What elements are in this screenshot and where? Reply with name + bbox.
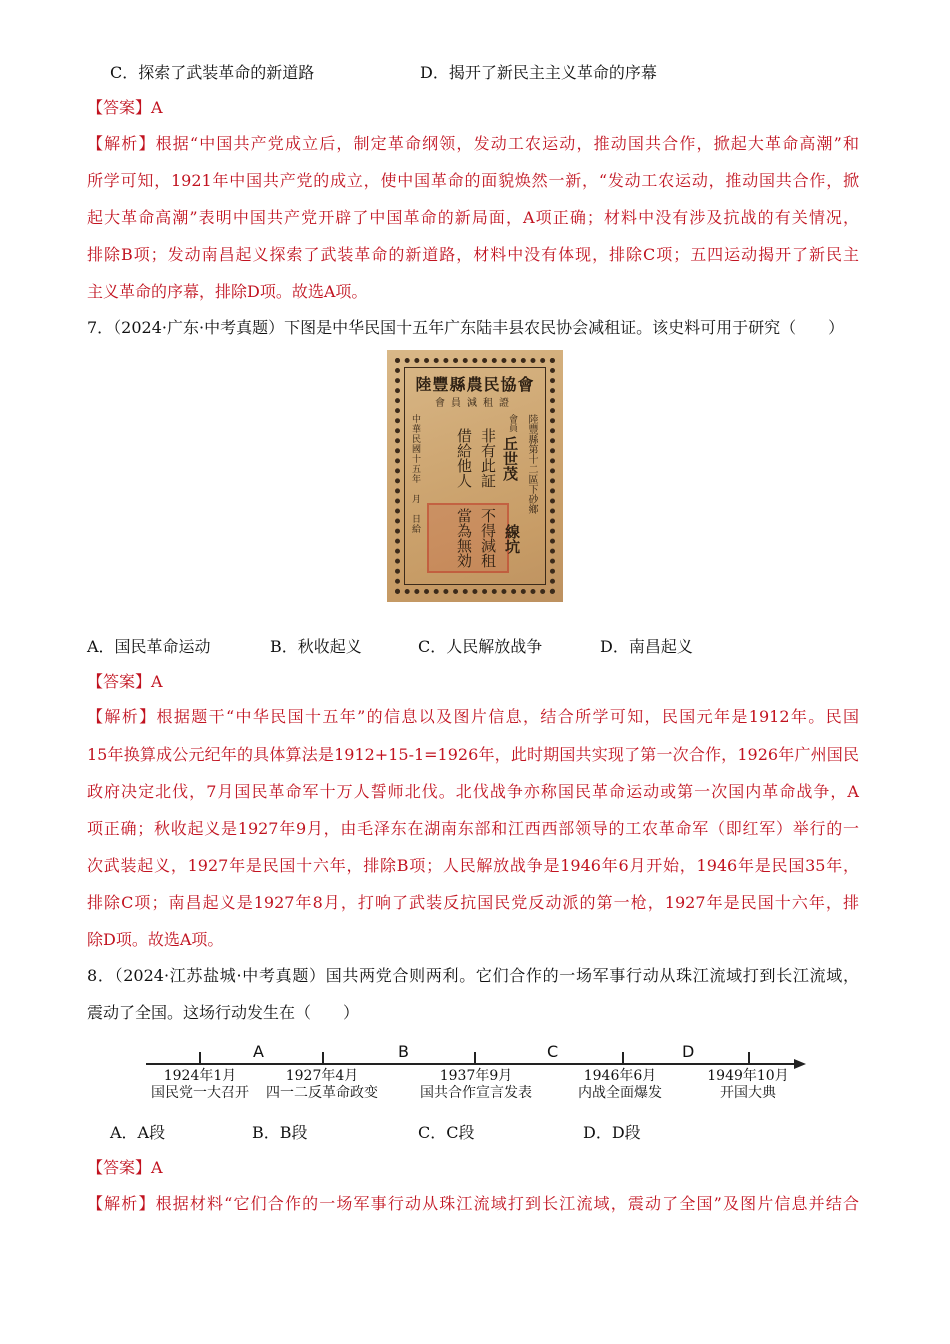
certificate-member-label: 會員 [507, 414, 517, 432]
answer-tag: 【答案】 [87, 672, 152, 691]
q8-stem-line-2: 震动了全国。这场行动发生在（ ） [87, 1003, 360, 1022]
analysis-text: 根据“中国共产党成立后，制定革命纲领，发动工农运动，推动国共合作，掀起大革命高潮”和 [155, 134, 859, 153]
timeline-date: 1924年1月 [163, 1068, 237, 1084]
rent-reduction-certificate-image [387, 350, 563, 602]
timeline-segment-a: A [253, 1042, 264, 1061]
answer-tag: 【答案】 [87, 98, 152, 117]
certificate-title: 陸豐縣農民協會 [415, 375, 535, 394]
timeline-event: 开国大典 [720, 1085, 776, 1101]
analysis-tag: 【解析】 [87, 134, 156, 153]
analysis-text: 根据材料“它们合作的一场军事行动从珠江流域打到长江流域，震动了全国”及图片信息并结合 [155, 1194, 859, 1213]
certificate-date: 中華民國十五年 月 日給 [410, 414, 420, 534]
timeline-diagram [140, 1040, 810, 1110]
q7-option-c: C．人民解放战争 [418, 637, 543, 656]
timeline-arrow-icon [794, 1059, 806, 1069]
certificate-text-col2: 非有此証 [479, 428, 497, 488]
q6-analysis-line-1 [87, 133, 859, 155]
certificate-district: 陸豐縣第十二區下砂鄉 [526, 414, 537, 514]
q8-stem-line-1: 8．（2024·江苏盐城·中考真题）国共两党合则两利。它们合作的一场军事行动从珠江流域打到长江流域， [87, 966, 859, 985]
q8-answer [87, 1157, 163, 1179]
timeline-date: 1946年6月 [583, 1068, 657, 1084]
q8-option-d: D．D段 [583, 1123, 641, 1142]
q6-answer [87, 97, 163, 119]
certificate-text-col3b: 當為無効 [455, 508, 473, 568]
certificate-text-col3: 借給他人 [455, 428, 473, 488]
q7-option-d: D．南昌起义 [600, 637, 693, 656]
timeline-event: 国民党一大召开 [151, 1085, 249, 1101]
q7-analysis-line-1 [87, 706, 859, 728]
timeline-event: 内战全面爆发 [578, 1085, 662, 1101]
q7-analysis-line-5: 次武装起义，1927年是民国十六年，排除B项；人民解放战争是1946年6月开始，1946年是民国35年， [87, 856, 859, 875]
q6-analysis-line-5: 主义革命的序幕，排除D项。故选A项。 [87, 282, 368, 301]
timeline-event: 国共合作宣言发表 [420, 1085, 532, 1101]
q6-analysis-line-2: 所学可知，1921年中国共产党的成立，使中国革命的面貌焕然一新，“发动工农运动，推动国共合作，掀 [87, 171, 859, 190]
analysis-tag: 【解析】 [87, 1194, 156, 1213]
q8-option-a: A．A段 [110, 1123, 166, 1142]
q7-stem: 7．（2024·广东·中考真题）下图是中华民国十五年广东陆丰县农民协会减租证。该史料可用于研究（ ） [87, 318, 845, 337]
q8-option-b: B．B段 [252, 1123, 308, 1142]
analysis-tag: 【解析】 [87, 707, 157, 726]
q7-analysis-line-6: 排除C项；南昌起义是1927年8月，打响了武装反抗国民党反动派的第一枪，1927年是民国十六年，排 [87, 893, 859, 912]
timeline-tick [199, 1052, 201, 1064]
answer-value: A [151, 98, 163, 117]
timeline-event: 四一二反革命政变 [266, 1085, 378, 1101]
timeline-segment-b: B [398, 1042, 409, 1061]
timeline-date: 1927年4月 [285, 1068, 359, 1084]
q7-analysis-line-7: 除D项。故选A项。 [87, 930, 224, 949]
timeline-segment-c: C [547, 1042, 559, 1061]
certificate-frame [404, 367, 546, 585]
q7-option-b: B．秋收起义 [270, 637, 362, 656]
q6-analysis-line-3: 起大革命高潮”表明中国共产党开辟了中国革命的新局面，A项正确；材料中没有涉及抗战的有关情况， [87, 208, 859, 227]
q6-option-d: D．揭开了新民主主义革命的序幕 [420, 63, 657, 82]
q8-analysis-line-1 [87, 1193, 859, 1215]
certificate-text-col2b: 不得減租 [479, 508, 497, 568]
q7-analysis-line-4: 项正确；秋收起义是1927年9月，由毛泽东在湖南东部和江西西部领导的工农革命军（即红军）举行的一 [87, 819, 859, 838]
timeline-tick [474, 1052, 476, 1064]
answer-value: A [151, 672, 163, 691]
certificate-subtitle: 會員減租證 [435, 398, 515, 409]
timeline-segment-d: D [682, 1042, 695, 1061]
q7-answer [87, 671, 163, 693]
timeline-date: 1949年10月 [707, 1068, 789, 1084]
q8-option-c: C．C段 [418, 1123, 475, 1142]
analysis-text: 根据题干“中华民国十五年”的信息以及图片信息，结合所学可知，民国元年是1912年。民国 [156, 707, 859, 726]
q6-option-c: C．探索了武装革命的新道路 [110, 63, 315, 82]
q6-analysis-line-4: 排除B项；发动南昌起义探索了武装革命的新道路，材料中没有体现，排除C项；五四运动揭开了新民主 [87, 245, 859, 264]
certificate-village: 線坑 [503, 524, 521, 554]
timeline-tick [322, 1052, 324, 1064]
certificate-member-name: 丘世茂 [501, 436, 519, 481]
timeline-tick [622, 1052, 624, 1064]
timeline-date: 1937年9月 [439, 1068, 513, 1084]
answer-tag: 【答案】 [87, 1158, 152, 1177]
answer-value: A [151, 1158, 163, 1177]
timeline-tick [748, 1052, 750, 1064]
q7-analysis-line-2: 15年换算成公元纪年的具体算法是1912+15-1=1926年，此时期国共实现了第一次合作，1926年广州国民 [87, 745, 859, 764]
q7-analysis-line-3: 政府决定北伐，7月国民革命军十万人誓师北伐。北伐战争亦称国民革命运动或第一次国内革命战争，A [87, 782, 859, 801]
q7-option-a: A．国民革命运动 [87, 637, 211, 656]
